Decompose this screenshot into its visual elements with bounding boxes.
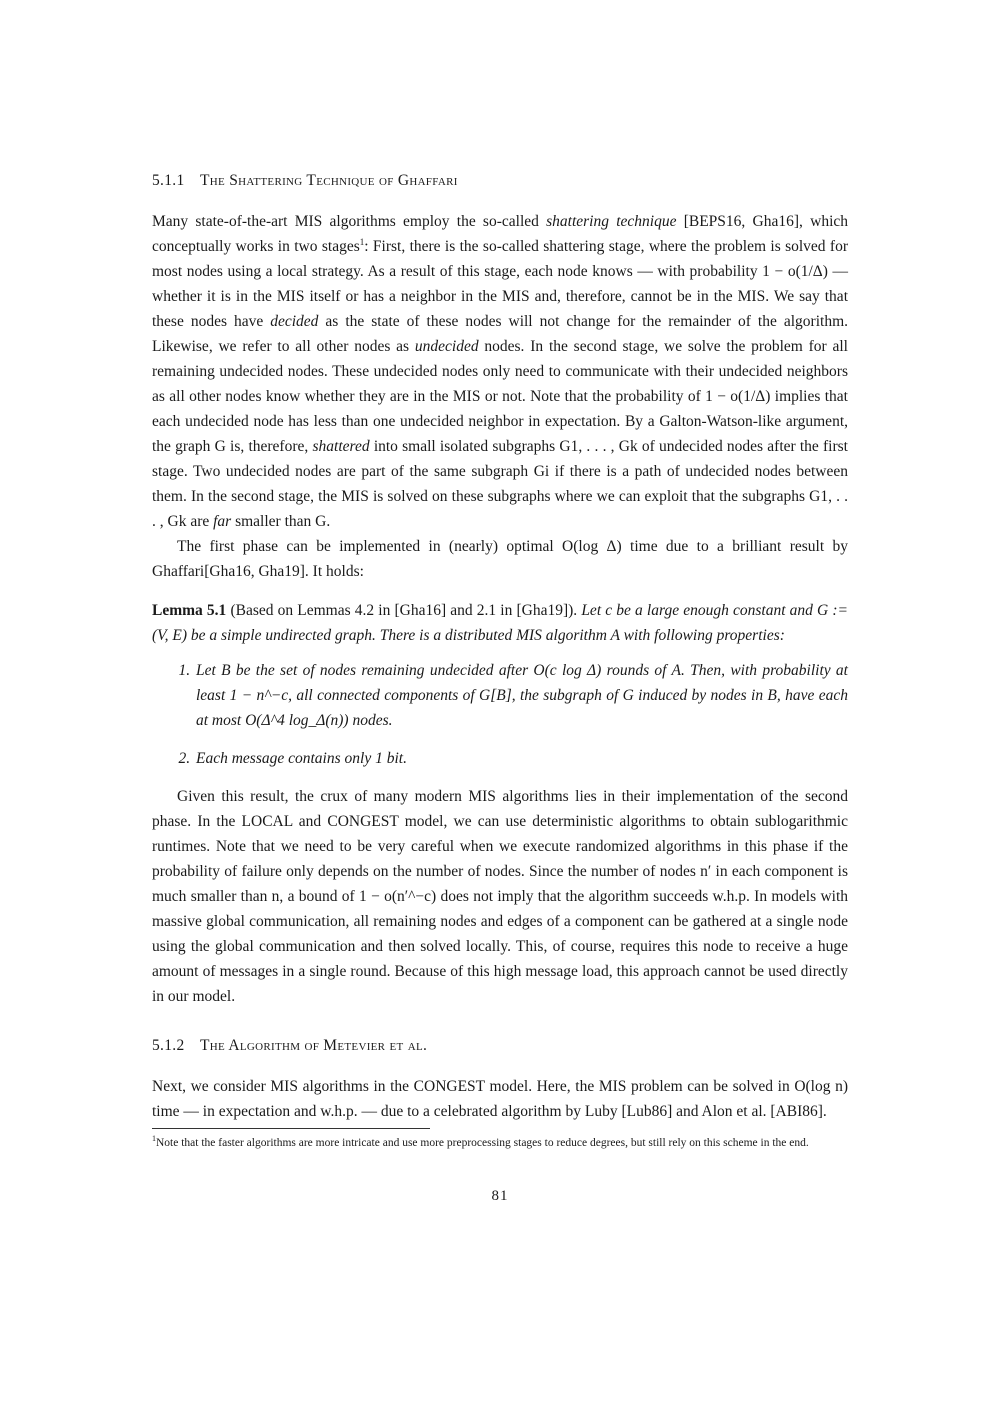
lemma-label: Lemma 5.1 [152, 602, 227, 619]
text-run: smaller than G. [231, 513, 331, 530]
lemma-item: 2. Each message contains only 1 bit. [194, 746, 848, 771]
text-run: : First, there is the so-called shattering stage, where the problem is solved for most nodes using a local strategy. As a result of this stage, each node knows — with probability 1 − o(1/Δ) — whether it is in the MIS itself or has a neighbor in the MIS and, therefore, cannot be in the MIS. We say that these nodes have [152, 238, 848, 330]
text-run: as the state of these nodes will not change for the remainder of the algorithm. Likewise, we refer to all other nodes as [152, 313, 848, 355]
paragraph-crux: Given this result, the crux of many modern MIS algorithms lies in their implementation of the second phase. In the LOCAL and CONGEST model, we can use deterministic algorithms to obtain sublogarithmic runtimes. Note that we need to be very careful when we execute randomized algorithms in this phase if the probability of failure only depends on the number of nodes. Since the number of nodes n′ in each component is much smaller than n, a bound of 1 − o(n′^−c) does not imply that the algorithm succeeds w.h.p. In models with massive global communication, all remaining nodes and edges of a component can be gathered at a single node using the global communication and then solved locally. This, of course, requires this node to receive a huge amount of messages in a single round. Because of this high message load, this approach cannot be used directly in our model. [152, 788, 848, 1005]
lemma-item-list [152, 658, 848, 771]
paragraph-shattering [152, 209, 848, 534]
text-run: [BEPS16, Gha16], which conceptually works in two stages [152, 213, 849, 255]
lemma-source: (Based on Lemmas 4.2 in [Gha16] and 2.1 in [Gha19]). [226, 602, 582, 619]
section-number: 5.1.1 [152, 172, 185, 189]
footnote-marker: 1 [359, 236, 365, 247]
footnote-text: Note that the faster algorithms are more intricate and use more preprocessing stages to reduce degrees, but still rely on this scheme in the end. [156, 1136, 809, 1149]
section-number: 5.1.2 [152, 1037, 185, 1054]
page-number: 81 [491, 1188, 509, 1204]
section-heading-5-1-2 [152, 1033, 848, 1058]
emphasis-decided: decided [270, 313, 319, 330]
lemma-item: 1. Let B be the set of nodes remaining undecided after O(c log Δ) rounds of A. Then, with probability at least 1 − n^−c, all connected components of G[B], the subgraph of G induced by nodes in B, have each at most O(Δ^4 log_Δ(n)) nodes. [194, 658, 848, 733]
paragraph-congest: Next, we consider MIS algorithms in the CONGEST model. Here, the MIS problem can be solved in O(log n) time — in expectation and w.h.p. — due to a celebrated algorithm by Luby [Lub86] and Alon et al. [ABI86]. [152, 1078, 848, 1120]
section-heading-5-1-1 [152, 168, 848, 193]
emphasis-shattering-technique: shattering technique [546, 213, 677, 230]
section-title: The Shattering Technique of Ghaffari [200, 172, 458, 189]
main-content [152, 168, 848, 1124]
paragraph-first-phase: The first phase can be implemented in (nearly) optimal O(log Δ) time due to a brilliant result by Ghaffari[Gha16, Gha19]. It holds: [152, 538, 848, 580]
text-run: into small isolated subgraphs G1, . . . , Gk of undecided nodes after the first stage. Two undecided nodes are part of the same subgraph Gi if there is a path of undecided nodes between them. In the second stage, the MIS is solved on these subgraphs where we can exploit that the subgraphs G1, . . . , Gk are [152, 438, 848, 530]
emphasis-far: far [213, 513, 232, 530]
section-title: The Algorithm of Metevier et al. [200, 1037, 428, 1054]
lemma-5-1 [152, 598, 848, 771]
text-run: Many state-of-the-art MIS algorithms employ the so-called [152, 213, 547, 230]
lemma-statement: Let c be a large enough constant and G := (V, E) be a simple undirected graph. There is a distributed MIS algorithm A with following properties: [152, 602, 848, 644]
footnote [152, 1131, 848, 1151]
emphasis-shattered: shattered [312, 438, 370, 455]
emphasis-undecided: undecided [414, 338, 479, 355]
footnote-mark: 1 [152, 1134, 156, 1143]
text-run: nodes. In the second stage, we solve the problem for all remaining undecided nodes. These undecided nodes only need to communicate with their undecided neighbors as all other nodes know whether they are in the MIS or not. Note that the probability of 1 − o(1/Δ) implies that each undecided node has less than one undecided neighbor in expectation. By a Galton-Watson-like argument, the graph G is, therefore, [152, 338, 848, 455]
footnote-divider [152, 1128, 430, 1129]
